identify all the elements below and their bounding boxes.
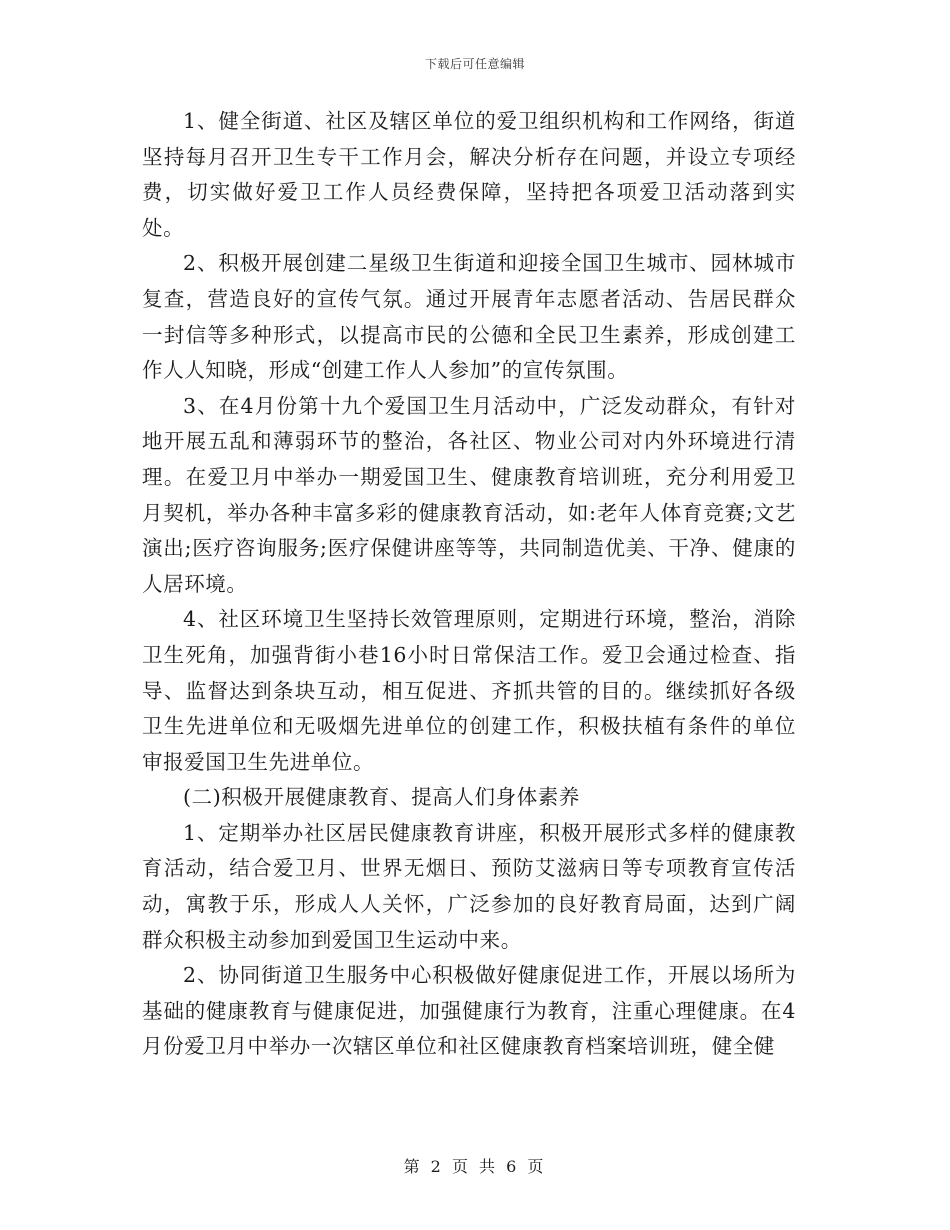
paragraph-2: 2、积极开展创建二星级卫生街道和迎接全国卫生城市、园林城市复查，营造良好的宣传气氛。通过开展青年志愿者活动、告居民群众一封信等多种形式，以提高市民的公德和全民卫生素养，形成创建工作人人知晓，形成“创建工作人人参加”的宣传氛围。 bbox=[142, 251, 796, 383]
page-footer: 第 2 页 共 6 页 bbox=[403, 1157, 547, 1176]
paragraph-5: 1、定期举办社区居民健康教育讲座，积极开展形式多样的健康教育活动，结合爱卫月、世界无烟日、预防艾滋病日等专项教育宣传活动，寓教于乐，形成人人关怀，广泛参加的良好教育局面，达到广阔群众积极主动参加到爱国卫生运动中来。 bbox=[142, 820, 796, 952]
page-header: 下载后可任意编辑 bbox=[424, 57, 525, 71]
paragraph-3: 3、在4月份第十九个爱国卫生月活动中，广泛发动群众，有针对地开展五乱和薄弱环节的整治，各社区、物业公司对内外环境进行清理。在爱卫月中举办一期爱国卫生、健康教育培训班，充分利用爱卫月契机，举办各种丰富多彩的健康教育活动，如:老年人体育竞赛;文艺演出;医疗咨询服务;医疗保健讲座等等，共同制造优美、干净、健康的人居环境。 bbox=[142, 393, 796, 596]
document-body bbox=[142, 104, 796, 1065]
paragraph-1: 1、健全街道、社区及辖区单位的爱卫组织机构和工作网络，街道坚持每月召开卫生专干工作月会，解决分析存在问题，并设立专项经费，切实做好爱卫工作人员经费保障，坚持把各项爱卫活动落到实处。 bbox=[142, 109, 796, 240]
paragraph-6: 2、协同街道卫生服务中心积极做好健康促进工作，开展以场所为基础的健康教育与健康促进，加强健康行为教育，注重心理健康。在4月份爱卫月中举办一次辖区单位和社区健康教育档案培训班，健全健 bbox=[142, 963, 796, 1059]
section-heading: (二)积极开展健康教育、提高人们身体素养 bbox=[183, 785, 580, 810]
paragraph-4: 4、社区环境卫生坚持长效管理原则，定期进行环境，整治，消除卫生死角，加强背街小巷16小时日常保洁工作。爱卫会通过检查、指导、监督达到条块互动，相互促进、齐抓共管的目的。继续抓好各级卫生先进单位和无吸烟先进单位的创建工作，积极扶植有条件的单位审报爱国卫生先进单位。 bbox=[142, 607, 796, 774]
